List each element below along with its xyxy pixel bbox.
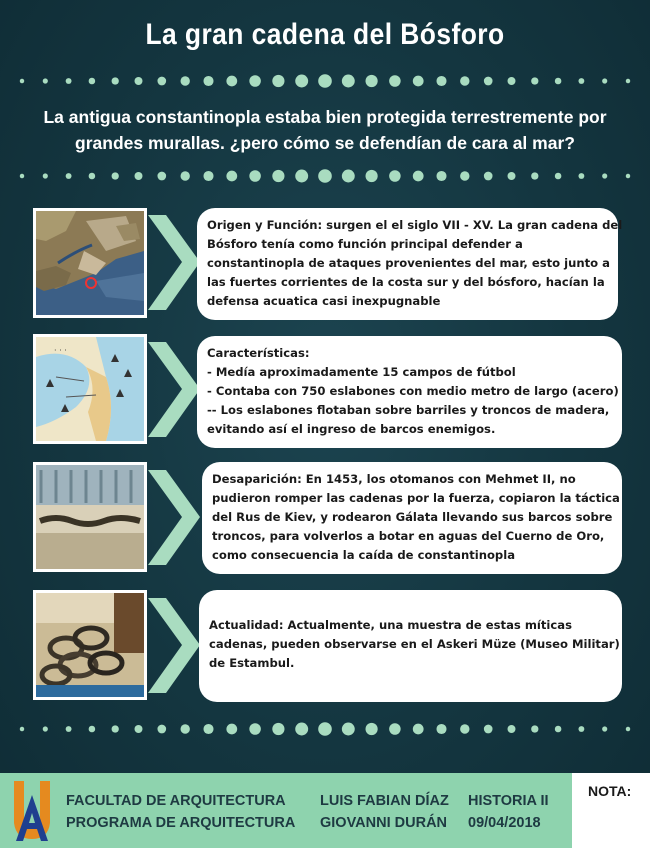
divider-dot xyxy=(413,171,424,182)
divider-dot xyxy=(226,76,237,87)
divider-dot xyxy=(436,171,446,181)
card-line: evitando así el ingreso de barcos enemigos. xyxy=(207,422,496,436)
divider-dot xyxy=(272,723,284,735)
divider-dot xyxy=(89,173,96,180)
divider-dot xyxy=(342,75,355,88)
divider-dot xyxy=(484,725,493,734)
card-line: Desaparición: En 1453, los otomanos con Mehmet II, no xyxy=(212,472,576,486)
divider-dot xyxy=(20,727,24,731)
satellite-map-image xyxy=(33,208,147,318)
divider-dot xyxy=(555,726,562,733)
divider-dot xyxy=(20,174,24,178)
divider-dot xyxy=(508,172,516,180)
dot-divider-middle xyxy=(0,165,650,187)
divider-dot xyxy=(66,726,72,732)
chain-links-image xyxy=(33,590,147,700)
divider-dot xyxy=(135,725,143,733)
faculty-name: FACULTAD DE ARQUITECTURA xyxy=(66,793,286,809)
divider-dot xyxy=(366,723,378,735)
divider-dot xyxy=(626,174,630,178)
intro-line: La antigua constantinopla estaba bien protegida terrestremente por xyxy=(43,107,607,127)
divider-dot xyxy=(181,724,190,733)
svg-text:· · ·: · · · xyxy=(54,346,67,355)
divider-dot xyxy=(342,170,355,183)
divider-dot xyxy=(460,724,469,733)
card-line: Características: xyxy=(207,346,310,360)
dot-divider-top xyxy=(0,70,650,92)
divider-dot xyxy=(413,76,424,87)
divider-dot xyxy=(43,173,48,178)
chevron-right-icon xyxy=(148,470,200,565)
divider-dot xyxy=(203,171,213,181)
divider-dot xyxy=(157,77,166,86)
divider-dot xyxy=(272,170,284,182)
historical-map-image xyxy=(33,334,147,444)
divider-dot xyxy=(249,170,261,182)
card-line: pudieron romper las cadenas por la fuerza, copiaron la táctica xyxy=(212,491,620,505)
divider-dot xyxy=(508,77,516,85)
divider-dot xyxy=(135,172,143,180)
divider-dot xyxy=(89,78,96,85)
divider-dot xyxy=(157,172,166,181)
card-line: constantinopla de ataques provenientes del mar, esto junto a xyxy=(207,256,610,270)
divider-dot xyxy=(203,724,213,734)
author-name: LUIS FABIAN DÍAZ xyxy=(320,793,449,809)
divider-dot xyxy=(578,173,584,179)
divider-dot xyxy=(555,78,562,85)
divider-dot xyxy=(66,173,72,179)
divider-dot xyxy=(295,170,308,183)
chevron-right-icon xyxy=(148,215,200,310)
card-line: Origen y Función: surgen el el siglo VII - XV. La gran cadena del xyxy=(207,218,623,232)
info-card-disappearance xyxy=(202,462,622,574)
divider-dot xyxy=(389,75,401,87)
divider-dot xyxy=(20,79,24,83)
chevron-right-icon xyxy=(148,342,200,437)
divider-dot xyxy=(436,724,446,734)
divider-dot xyxy=(226,724,237,735)
chain-display-image xyxy=(33,462,147,572)
divider-dot xyxy=(626,727,630,731)
divider-dot xyxy=(66,78,72,84)
card-line: Actualidad: Actualmente, una muestra de estas míticas xyxy=(209,618,573,632)
grade-label: NOTA: xyxy=(588,783,632,799)
divider-dot xyxy=(366,75,378,87)
info-card-characteristics xyxy=(197,336,622,448)
university-logo xyxy=(8,777,60,843)
divider-dot xyxy=(272,75,284,87)
card-line: como consecuencia la caída de constantinopla xyxy=(212,548,516,562)
intro-text xyxy=(20,104,630,156)
divider-dot xyxy=(181,76,190,85)
divider-dot xyxy=(389,170,401,182)
divider-dot xyxy=(112,172,119,179)
footer xyxy=(0,773,650,848)
intro-line: grandes murallas. ¿pero cómo se defendían de cara al mar? xyxy=(75,133,575,153)
divider-dot xyxy=(508,725,516,733)
divider-dot xyxy=(460,171,469,180)
card-line: defensa acuatica casi inexpugnable xyxy=(207,294,441,308)
divider-dot xyxy=(43,78,48,83)
divider-dot xyxy=(413,724,424,735)
divider-dot xyxy=(531,77,538,84)
divider-dot xyxy=(157,725,166,734)
card-line: troncos, para volverlos a botar en aguas del Cuerno de Oro, xyxy=(212,529,605,543)
dot-divider-bottom xyxy=(0,718,650,740)
divider-dot xyxy=(112,725,119,732)
divider-dot xyxy=(89,726,96,733)
info-card-present xyxy=(199,590,622,702)
divider-dot xyxy=(249,723,261,735)
divider-dot xyxy=(578,726,584,732)
card-line: - Contaba con 750 eslabones con medio metro de largo (acero) xyxy=(207,384,619,398)
divider-dot xyxy=(366,170,378,182)
card-line: -- Los eslabones flotaban sobre barriles y troncos de madera, xyxy=(207,403,610,417)
card-line: las fuertes corrientes de la costa sur y del bósforo, hacían la xyxy=(207,275,605,289)
card-line: de Estambul. xyxy=(209,656,295,670)
divider-dot xyxy=(602,78,607,83)
divider-dot xyxy=(555,173,562,180)
divider-dot xyxy=(203,76,213,86)
divider-dot xyxy=(460,76,469,85)
divider-dot xyxy=(484,172,493,181)
card-line: - Medía aproximadamente 15 campos de fútbol xyxy=(207,365,516,379)
card-line: Bósforo tenía como función principal defender a xyxy=(207,237,523,251)
program-name: PROGRAMA DE ARQUITECTURA xyxy=(66,815,296,831)
divider-dot xyxy=(318,722,332,736)
divider-dot xyxy=(43,726,48,731)
divider-dot xyxy=(295,723,308,736)
professor-name: GIOVANNI DURÁN xyxy=(320,815,448,831)
info-card-origin xyxy=(197,208,623,320)
divider-dot xyxy=(226,171,237,182)
divider-dot xyxy=(318,169,332,183)
divider-dot xyxy=(135,77,143,85)
divider-dot xyxy=(578,78,584,84)
divider-dot xyxy=(318,74,332,88)
date-label: 09/04/2018 xyxy=(468,815,541,831)
poster-title: La gran cadena del Bósforo xyxy=(145,18,505,51)
divider-dot xyxy=(531,172,538,179)
divider-dot xyxy=(531,725,538,732)
divider-dot xyxy=(295,75,308,88)
divider-dot xyxy=(249,75,261,87)
divider-dot xyxy=(436,76,446,86)
chevron-right-icon xyxy=(148,598,200,693)
course-name: HISTORIA II xyxy=(468,793,549,809)
divider-dot xyxy=(181,171,190,180)
divider-dot xyxy=(389,723,401,735)
divider-dot xyxy=(112,77,119,84)
card-line: cadenas, pueden observarse en el Askeri Müze (Museo Militar) xyxy=(209,637,620,651)
divider-dot xyxy=(626,79,630,83)
divider-dot xyxy=(602,726,607,731)
card-line: del Rus de Kiev, y rodearon Gálata llevando sus barcos sobre xyxy=(212,510,613,524)
divider-dot xyxy=(602,173,607,178)
divider-dot xyxy=(484,77,493,86)
divider-dot xyxy=(342,723,355,736)
